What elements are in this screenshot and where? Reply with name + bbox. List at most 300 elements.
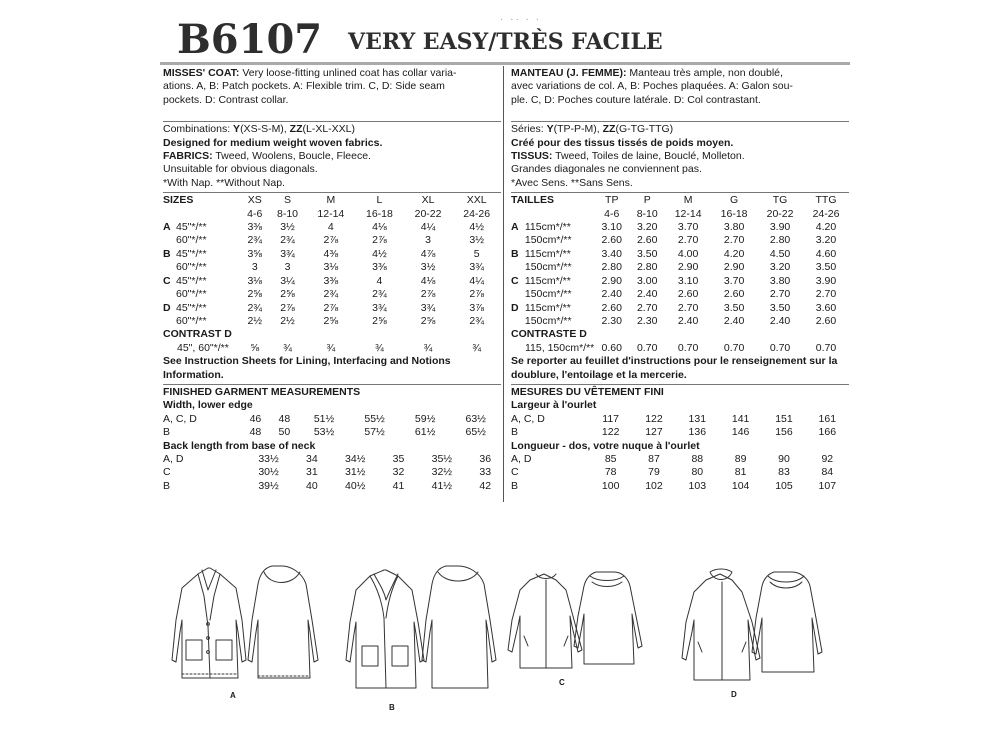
measurement-value: 88 [691, 452, 704, 465]
fabric-width: 115cm*/** [524, 221, 571, 234]
contrast-value: ¾ [472, 341, 482, 354]
yardage-value: 3⅝ [247, 247, 263, 260]
yardage-value: 3.10 [601, 221, 622, 234]
contrast-value: ⅝ [250, 341, 260, 354]
view-letter [163, 288, 176, 301]
measurement-value: 122 [645, 412, 663, 425]
measurement-value: 151 [775, 412, 793, 425]
yardage-value: 2⅞ [469, 288, 484, 301]
header-dots: · ·· · · [500, 14, 541, 25]
fabric-width: 60"*/** [176, 261, 207, 274]
yardage-value: 4.20 [815, 221, 837, 234]
french-column [511, 67, 849, 493]
measurement-value: 33½ [258, 452, 279, 465]
yardage-value: 4⅞ [420, 247, 436, 260]
view-letter [163, 261, 176, 274]
yardage-value: 2⅞ [323, 301, 339, 314]
fabric-width: 45"*/** [176, 221, 207, 234]
measurement-value: 63½ [465, 412, 486, 425]
yardage-value: 3.40 [601, 247, 622, 260]
fabric-width: 45"*/** [176, 247, 207, 260]
measurement-value: 100 [601, 479, 620, 492]
fabric-width: 45"*/** [176, 274, 207, 287]
size-code: M [326, 194, 336, 207]
garment-sketches [160, 560, 850, 720]
yardage-value: 2.70 [677, 301, 699, 314]
size-number: 4-6 [247, 207, 263, 220]
size-number: 24-26 [812, 207, 840, 220]
yardage-value: 3⅜ [323, 274, 339, 287]
measurement-value: 102 [645, 479, 663, 492]
view-c-label: C [559, 678, 565, 687]
measurement-value: 34½ [344, 452, 366, 465]
yardage-value: 3¼ [280, 274, 295, 287]
contrast-row [163, 342, 501, 355]
column-divider [503, 66, 504, 502]
fabrics: TISSUS: Tweed, Toiles de laine, Bouclé, Molleton. [511, 150, 745, 163]
size-number: 24-26 [463, 207, 491, 220]
size-code: M [683, 194, 693, 207]
fabric-width: 150cm*/** [524, 234, 572, 247]
yardage-value: 3.10 [677, 274, 699, 287]
yardage-row [511, 221, 849, 234]
instructions-note: Se reporter au feuillet d'instructions pour le renseignement sur la doublure, l'entoilage et la mercerie. [511, 355, 838, 381]
view-letter: C [163, 274, 171, 287]
measurement-row [511, 466, 849, 479]
measurement-value: 87 [648, 452, 660, 465]
yardage-value: 4.60 [815, 247, 837, 260]
view-a-front-drawing [172, 568, 246, 678]
description: MANTEAU (J. FEMME): Manteau très ample, non doublé, avec variations de col. A, B: Poches plaquées. A: Galon sou- ple. C, D: Poches couture latérale. D: Col contrastant. [511, 67, 793, 106]
measurement-value: 31½ [344, 466, 366, 479]
measurement-value: 89 [734, 452, 747, 465]
size-number: 12-14 [317, 207, 345, 220]
header [160, 12, 850, 65]
yardage-row [163, 275, 501, 288]
back-length-label: Longueur - dos, votre nuque à l'ourlet [511, 439, 700, 452]
view-group: B [511, 479, 519, 492]
yardage-value: 3.80 [723, 221, 745, 234]
measurement-value: 39½ [258, 479, 279, 492]
yardage-value: 3½ [469, 234, 484, 247]
back-length-label: Back length from base of neck [163, 439, 316, 452]
measurement-value: 32 [392, 466, 405, 479]
yardage-value: 2⅝ [323, 314, 339, 327]
size-code: G [730, 194, 739, 207]
pattern-number: B6107 [177, 16, 323, 63]
measurement-row [511, 426, 849, 439]
yardage-value: 2⅞ [372, 234, 387, 247]
measurement-value: 35 [392, 452, 405, 465]
contrast-width: 115, 150cm*/** [525, 341, 595, 354]
fabrics: FABRICS: Tweed, Woolens, Boucle, Fleece. [163, 150, 371, 163]
view-d-back-drawing [752, 572, 822, 672]
section-divider [163, 121, 501, 122]
fabric-width: 150cm*/** [524, 288, 572, 301]
yardage-value: 3.20 [769, 261, 791, 274]
yardage-value: 2.80 [601, 261, 622, 274]
yardage-value: 2.40 [723, 314, 745, 327]
yardage-value: 3.50 [815, 261, 837, 274]
yardage-value: 3.90 [815, 274, 837, 287]
view-letter [163, 234, 176, 247]
yardage-row [163, 302, 501, 315]
yardage-row [163, 221, 501, 234]
measurement-value: 146 [731, 426, 750, 439]
yardage-value: 3 [284, 261, 291, 274]
measurement-value: 65½ [465, 426, 486, 439]
view-letter: A [163, 221, 171, 234]
size-number: 12-14 [674, 207, 702, 220]
yardage-value: 3.90 [769, 221, 791, 234]
yardage-value: 3¾ [280, 247, 295, 260]
size-number: 20-22 [414, 207, 442, 220]
measurement-value: 51½ [313, 412, 335, 425]
yardage-value: 4⅛ [420, 274, 436, 287]
view-letter [511, 288, 525, 301]
yardage-row [511, 315, 849, 328]
yardage-value: 4¼ [420, 221, 436, 234]
yardage-value: 4⅛ [372, 221, 387, 234]
combinations: Séries: Y(TP-P-M), ZZ(G-TG-TTG) [511, 123, 674, 136]
yardage-value: 2.40 [677, 314, 699, 327]
measurement-value: 50 [278, 426, 291, 439]
yardage-value: 2½ [280, 314, 295, 327]
section-divider [511, 384, 849, 385]
yardage-value: 2.60 [601, 301, 622, 314]
measurement-value: 90 [778, 452, 790, 465]
english-column [163, 67, 501, 493]
size-number: 16-18 [720, 207, 748, 220]
measurement-value: 59½ [414, 412, 436, 425]
size-number-row [163, 208, 501, 221]
yardage-row [511, 288, 849, 301]
unsuitable-note: Grandes diagonales ne conviennent pas. [511, 163, 702, 176]
yardage-value: 2.70 [677, 234, 699, 247]
yardage-value: 2⅝ [280, 288, 295, 301]
sizes-label: SIZES [163, 194, 194, 207]
size-code: L [376, 194, 383, 207]
measurement-value: 122 [601, 426, 620, 439]
contrast-width: 45", 60"*/** [177, 341, 229, 354]
size-header-row [511, 194, 849, 207]
measurement-value: 105 [775, 479, 793, 492]
size-header-row [163, 194, 501, 207]
yardage-value: 2.90 [677, 261, 699, 274]
view-letter [511, 234, 525, 247]
size-code: XL [421, 194, 435, 207]
contrast-label-row [163, 328, 501, 341]
view-d-label: D [731, 690, 737, 699]
measurement-value: 84 [821, 466, 834, 479]
measurement-value: 136 [688, 426, 707, 439]
yardage-value: 2.30 [636, 314, 658, 327]
view-c-back-drawing [574, 572, 642, 664]
finished-measurements-title: MESURES DU VÊTEMENT FINI [511, 385, 664, 398]
instructions-note: See Instruction Sheets for Lining, Interfacing and Notions Information. [163, 355, 451, 381]
yardage-value: 2.80 [769, 234, 791, 247]
contrast-value: 0.70 [815, 341, 837, 354]
contrast-row [511, 342, 849, 355]
measurement-value: 41½ [431, 479, 453, 492]
measurement-value: 107 [818, 479, 837, 492]
measurement-value: 35½ [431, 452, 453, 465]
yardage-value: 3.70 [723, 274, 745, 287]
measurement-value: 33 [479, 466, 492, 479]
yardage-value: 3.60 [815, 301, 837, 314]
measurement-value: 55½ [364, 412, 385, 425]
contrast-value: 0.70 [723, 341, 745, 354]
size-code: TTG [815, 194, 837, 207]
yardage-value: 4½ [469, 221, 484, 234]
size-number: 8-10 [276, 207, 298, 220]
view-b-label: B [389, 703, 395, 712]
yardage-row [511, 302, 849, 315]
yardage-value: 2.60 [815, 314, 837, 327]
view-a-back-drawing [248, 566, 318, 678]
view-d-front-drawing [682, 569, 760, 680]
view-letter: C [511, 274, 519, 287]
measurement-value: 104 [731, 479, 750, 492]
yardage-value: 4.20 [723, 247, 745, 260]
fabric-width: 150cm*/** [524, 261, 572, 274]
back-length-table [163, 453, 501, 493]
measurement-value: 40 [306, 479, 318, 492]
yardage-row [511, 261, 849, 274]
measurement-value: 117 [602, 412, 620, 425]
view-c-front-drawing [508, 574, 582, 668]
yardage-row [163, 315, 501, 328]
measurement-value: 36 [479, 452, 492, 465]
yardage-value: 2.70 [636, 301, 658, 314]
yardage-value: 4½ [372, 247, 387, 260]
measurement-value: 31 [306, 466, 318, 479]
contrast-label-row [511, 328, 849, 341]
fabric-width: 115cm*/** [524, 301, 571, 314]
fabric-width: 115cm*/** [524, 274, 571, 287]
measurement-row [163, 453, 501, 466]
yardage-value: 3¾ [420, 301, 436, 314]
yardage-row [163, 261, 501, 274]
width-table [163, 413, 501, 440]
yardage-row [511, 275, 849, 288]
measurement-value: 166 [818, 426, 837, 439]
yardage-value: 2⅞ [420, 288, 436, 301]
yardage-value: 3.50 [723, 301, 745, 314]
measurement-row [511, 453, 849, 466]
width-label: Largeur à l'ourlet [511, 399, 597, 412]
measurement-row [511, 413, 849, 426]
yardage-value: 2.70 [723, 234, 745, 247]
yardage-value: 3.80 [769, 274, 791, 287]
designed-for: Créé pour des tissus tissés de poids moyen. [511, 136, 734, 149]
difficulty-label: VERY EASY/TRÈS FACILE [348, 29, 663, 55]
view-group: C [511, 466, 519, 479]
yardage-value: 4¼ [469, 274, 484, 287]
yardage-value: 3⅞ [469, 301, 484, 314]
yardage-value: 3⅛ [247, 274, 263, 287]
yardage-value: 4⅜ [323, 247, 339, 260]
contrast-label: CONTRAST D [163, 328, 232, 341]
measurement-value: 41 [392, 479, 405, 492]
yardage-value: 2¾ [280, 234, 295, 247]
unsuitable-note: Unsuitable for obvious diagonals. [163, 163, 318, 176]
yardage-table [163, 194, 501, 355]
size-number: 8-10 [636, 207, 658, 220]
yardage-value: 2.60 [601, 234, 622, 247]
view-group: C [163, 466, 171, 479]
measurement-row [163, 413, 501, 426]
yardage-value: 3.00 [636, 274, 658, 287]
yardage-value: 2.60 [677, 288, 699, 301]
yardage-value: 2¾ [372, 288, 387, 301]
yardage-value: 3⅜ [247, 221, 263, 234]
contrast-value: ¾ [423, 341, 433, 354]
section-divider [511, 121, 849, 122]
measurement-value: 48 [278, 412, 291, 425]
view-group: B [163, 479, 171, 492]
measurement-value: 42 [479, 479, 492, 492]
fabric-width: 115cm*/** [524, 247, 571, 260]
measurement-value: 161 [818, 412, 837, 425]
measurement-value: 92 [821, 452, 834, 465]
yardage-value: 2.70 [769, 288, 791, 301]
yardage-value: 3.50 [769, 301, 791, 314]
yardage-value: 2.90 [601, 274, 622, 287]
measurement-value: 103 [688, 479, 707, 492]
contrast-value: 0.70 [677, 341, 699, 354]
size-code: P [643, 194, 651, 207]
fabric-width: 60"*/** [176, 234, 207, 247]
size-code: XXL [466, 194, 487, 207]
contrast-value: 0.70 [636, 341, 658, 354]
view-letter [511, 261, 525, 274]
yardage-value: 2.90 [723, 261, 745, 274]
width-table [511, 413, 849, 440]
yardage-value: 3.50 [636, 247, 658, 260]
coat-line-drawings [160, 560, 850, 720]
nap-note: *With Nap. **Without Nap. [163, 176, 285, 189]
measurement-value: 48 [249, 426, 262, 439]
yardage-value: 3.20 [636, 221, 658, 234]
measurement-value: 46 [249, 412, 262, 425]
yardage-value: 2.60 [636, 234, 658, 247]
measurement-value: 156 [775, 426, 793, 439]
view-group: B [163, 426, 171, 439]
measurement-value: 127 [645, 426, 663, 439]
yardage-row [163, 234, 501, 247]
measurement-value: 78 [604, 466, 617, 479]
measurement-row [511, 480, 849, 493]
view-group: A, C, D [163, 412, 197, 425]
size-number: 4-6 [604, 207, 620, 220]
view-letter [511, 315, 525, 328]
yardage-value: 3¾ [372, 301, 387, 314]
view-b-front-drawing [346, 570, 424, 688]
measurement-row [163, 480, 501, 493]
yardage-value: 2¾ [323, 288, 339, 301]
yardage-value: 3 [251, 261, 258, 274]
yardage-value: 4.00 [677, 247, 699, 260]
view-group: B [511, 426, 519, 439]
yardage-value: 4.50 [769, 247, 791, 260]
contrast-value: ¾ [283, 341, 292, 354]
yardage-value: 3 [425, 234, 431, 247]
back-length-table [511, 453, 849, 493]
yardage-value: 2.80 [636, 261, 658, 274]
yardage-value: 2.40 [769, 314, 791, 327]
measurement-row [163, 466, 501, 479]
measurement-value: 40½ [344, 479, 366, 492]
yardage-row [511, 248, 849, 261]
yardage-value: 3⅜ [372, 261, 387, 274]
yardage-value: 3½ [280, 221, 295, 234]
yardage-value: 3½ [420, 261, 436, 274]
measurement-value: 57½ [364, 426, 385, 439]
yardage-value: 2½ [247, 314, 263, 327]
measurement-value: 34 [306, 452, 318, 465]
measurement-value: 61½ [414, 426, 436, 439]
yardage-value: 2.60 [723, 288, 745, 301]
description: MISSES' COAT: Very loose-fitting unlined coat has collar varia- ations. A, B: Patch pockets. A: Flexible trim. C, D: Side seam pockets. D: Contrast collar. [163, 67, 457, 106]
yardage-value: 2¾ [247, 234, 263, 247]
contrast-value: 0.70 [769, 341, 791, 354]
size-code: TG [772, 194, 788, 207]
yardage-value: 3⅛ [323, 261, 339, 274]
measurement-value: 83 [778, 466, 790, 479]
section-divider [163, 384, 501, 385]
yardage-row [163, 288, 501, 301]
measurement-value: 53½ [313, 426, 335, 439]
finished-measurements-title: FINISHED GARMENT MEASUREMENTS [163, 385, 361, 398]
view-group: A, D [163, 452, 184, 465]
yardage-value: 2⅝ [372, 314, 387, 327]
size-code: TP [605, 194, 619, 207]
view-letter: D [163, 301, 171, 314]
view-letter: A [511, 221, 519, 234]
yardage-value: 2⅞ [280, 301, 295, 314]
designed-for: Designed for medium weight woven fabrics. [163, 136, 383, 149]
measurement-value: 131 [688, 412, 707, 425]
yardage-value: 3¾ [469, 261, 484, 274]
yardage-value: 2¾ [469, 314, 484, 327]
view-letter: B [511, 247, 519, 260]
view-letter: B [163, 247, 171, 260]
measurement-value: 30½ [258, 466, 279, 479]
size-number: 16-18 [366, 207, 393, 220]
measurement-value: 81 [734, 466, 747, 479]
view-a-label: A [230, 691, 236, 700]
measurement-value: 79 [648, 466, 660, 479]
yardage-row [163, 248, 501, 261]
fabric-width: 60"*/** [176, 288, 207, 301]
size-number: 20-22 [766, 207, 794, 220]
fabric-width: 150cm*/** [524, 314, 572, 327]
contrast-label: CONTRASTE D [511, 328, 587, 341]
size-code: XS [247, 194, 262, 207]
yardage-value: 2⅝ [420, 314, 436, 327]
yardage-value: 2¾ [247, 301, 263, 314]
view-group: A, D [511, 452, 532, 465]
yardage-value: 2.40 [636, 288, 658, 301]
fabric-width: 60"*/** [176, 314, 207, 327]
yardage-value: 4 [376, 274, 383, 287]
measurement-value: 80 [691, 466, 704, 479]
view-b-back-drawing [422, 566, 496, 688]
nap-note: *Avec Sens. **Sans Sens. [511, 176, 633, 189]
yardage-value: 2.40 [601, 288, 622, 301]
yardage-value: 3.70 [677, 221, 699, 234]
